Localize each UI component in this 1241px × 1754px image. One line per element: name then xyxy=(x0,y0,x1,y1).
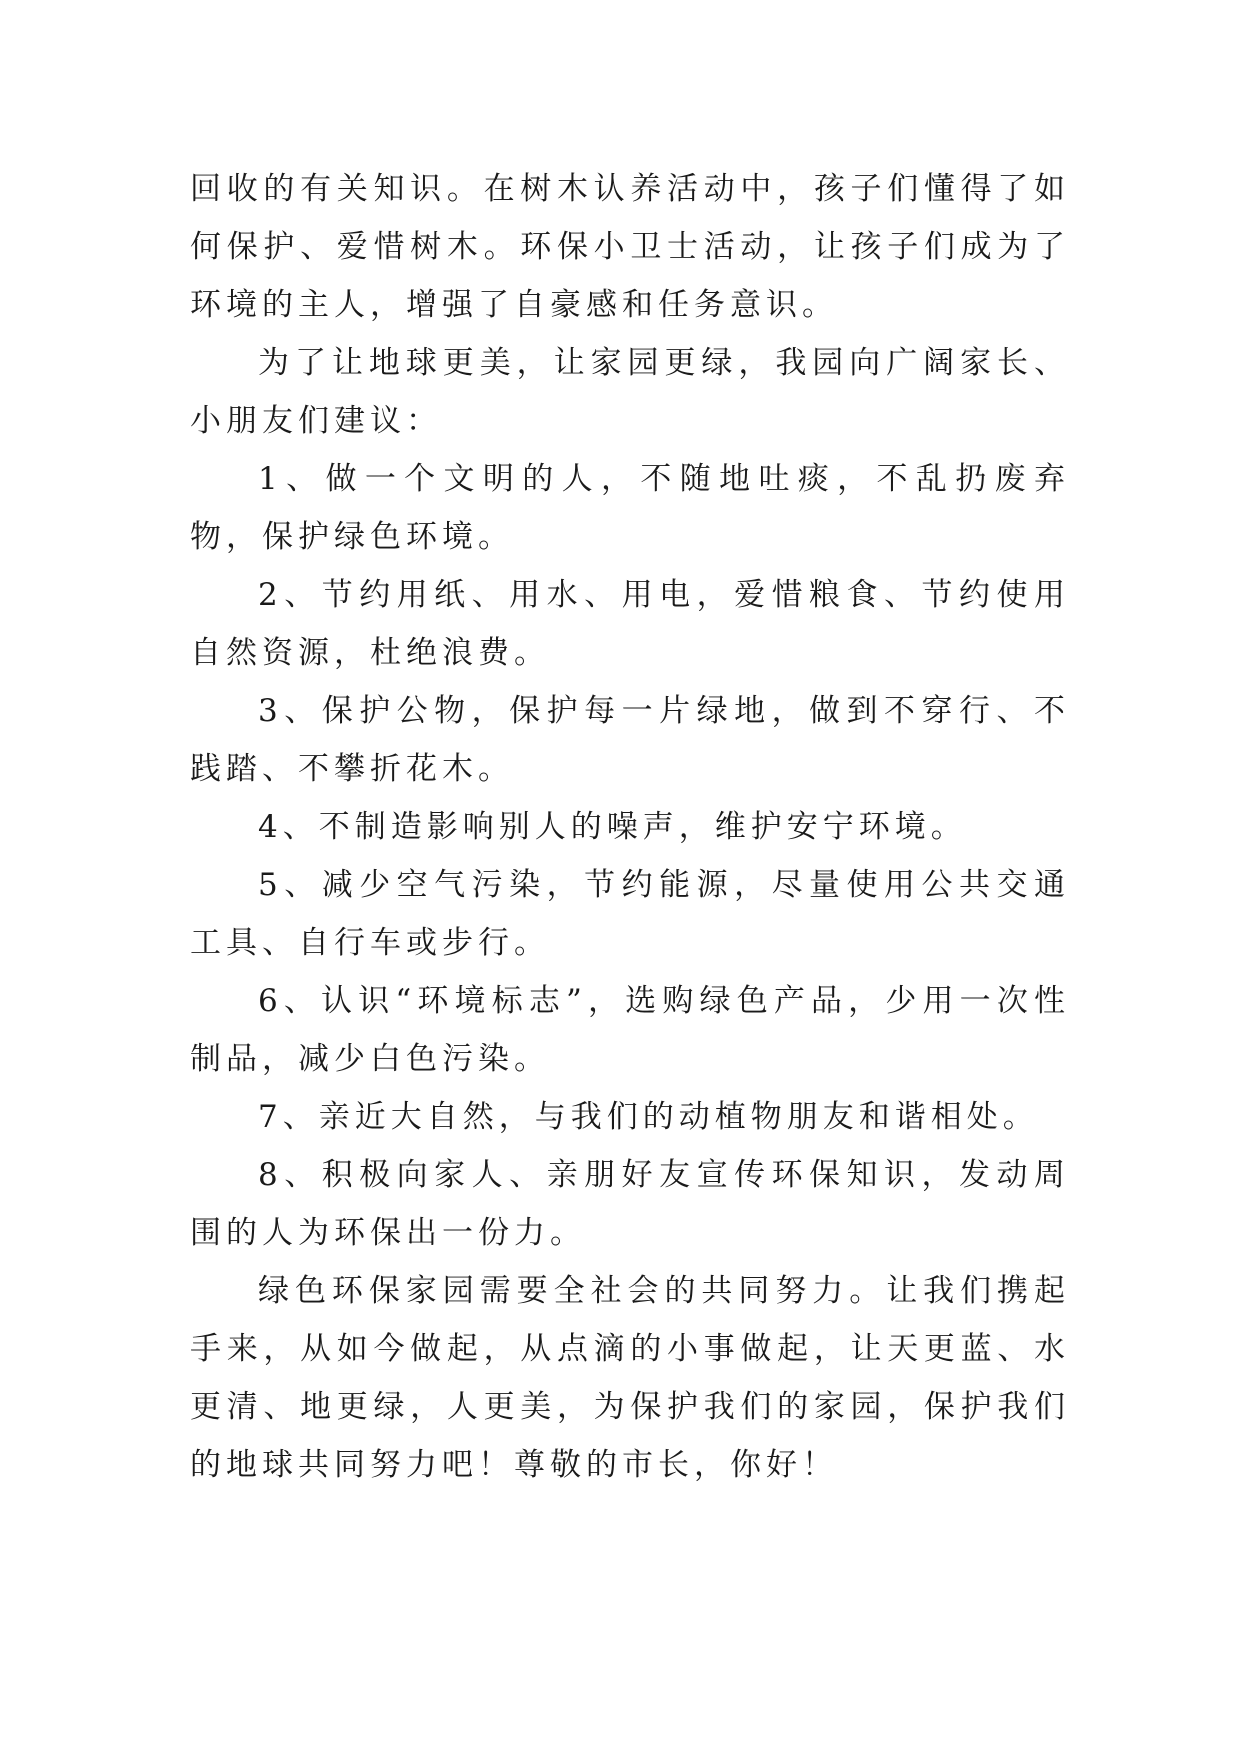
paragraph-item-7: 7、亲近大自然，与我们的动植物朋友和谐相处。 xyxy=(258,1099,1039,1135)
paragraph-item-5: 5、减少空气污染，节约能源，尽量使用公共交通工具、自行车或步行。 xyxy=(190,867,1070,961)
paragraph-intro-continuation: 回收的有关知识。在树木认养活动中，孩子们懂得了如何保护、爱惜树木。环保小卫士活动，让孩子们成为了环境的主人，增强了自豪感和任务意识。 xyxy=(190,171,1070,323)
paragraph-item-6: 6、认识“环境标志”，选购绿色产品，少用一次性制品，减少白色污染。 xyxy=(190,983,1070,1077)
paragraph-item-3: 3、保护公物，保护每一片绿地，做到不穿行、不践踏、不攀折花木。 xyxy=(190,693,1070,787)
paragraph-proposal-intro: 为了让地球更美，让家园更绿，我园向广阔家长、小朋友们建议： xyxy=(190,345,1070,439)
paragraph-item-4: 4、不制造影响别人的噪声，维护安宁环境。 xyxy=(258,809,967,845)
paragraph-conclusion: 绿色环保家园需要全社会的共同努力。让我们携起手来，从如今做起，从点滴的小事做起，让天更蓝、水更清、地更绿，人更美，为保护我们的家园，保护我们的地球共同努力吧！尊敬的市长，你好！ xyxy=(190,1273,1070,1483)
paragraph-item-8: 8、积极向家人、亲朋好友宣传环保知识，发动周围的人为环保出一份力。 xyxy=(190,1157,1070,1251)
paragraph-item-1: 1、做一个文明的人，不随地吐痰，不乱扔废弃物，保护绿色环境。 xyxy=(190,461,1070,555)
paragraph-item-2: 2、节约用纸、用水、用电，爱惜粮食、节约使用自然资源，杜绝浪费。 xyxy=(190,577,1070,671)
document-body xyxy=(190,160,1070,1494)
